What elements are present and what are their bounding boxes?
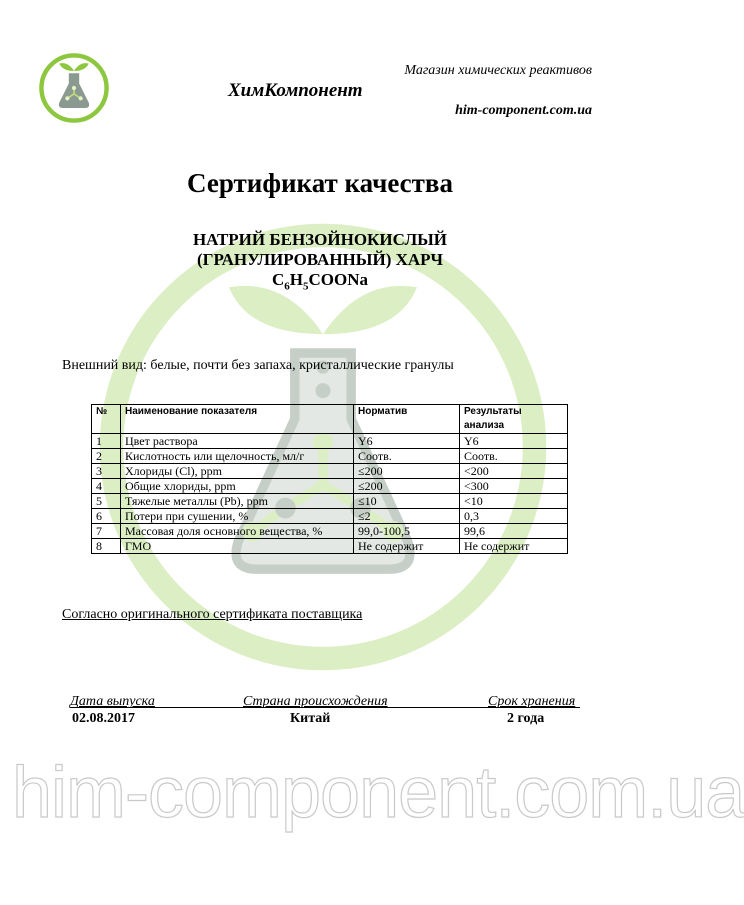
parameter-name: Потери при сушении, % (121, 509, 354, 524)
parameter-name: Тяжелые металлы (Pb), ppm (121, 494, 354, 509)
row-number: 8 (92, 539, 121, 554)
shelf-life-label: Срок хранения (488, 694, 576, 709)
table-row (92, 464, 568, 479)
table-row (92, 434, 568, 449)
watermark-text: him-component.com.ua (12, 753, 744, 833)
supplier-note: Согласно оригинального сертификата поставщика (62, 607, 363, 622)
issue-date-label: Дата выпуска (70, 694, 155, 709)
result-value: 99,6 (460, 524, 568, 539)
norm-value: 99,0-100,5 (354, 524, 460, 539)
parameter-name: Цвет раствора (121, 434, 354, 449)
country-value: Китай (290, 711, 331, 726)
norm-value: Y6 (354, 434, 460, 449)
parameter-name: Массовая доля основного вещества, % (121, 524, 354, 539)
norm-value: Соотв. (354, 449, 460, 464)
appearance-description: Внешний вид: белые, почти без запаха, кристаллические гранулы (62, 358, 454, 373)
result-value: Соотв. (460, 449, 568, 464)
header-number: № (92, 405, 121, 434)
product-line-2: (ГРАНУЛИРОВАННЫЙ) ХАРЧ (196, 250, 444, 269)
result-value: 0,3 (460, 509, 568, 524)
header-result: Результаты анализа (460, 405, 568, 434)
norm-value: ≤10 (354, 494, 460, 509)
result-value: Не содержит (460, 539, 568, 554)
row-number: 6 (92, 509, 121, 524)
result-value: ˂10 (460, 494, 568, 509)
table-row (92, 479, 568, 494)
header-norm: Норматив (354, 405, 460, 434)
document-title: Сертификат качества (187, 168, 453, 198)
result-value: ˂300 (460, 479, 568, 494)
parameter-name: Общие хлориды, ppm (121, 479, 354, 494)
site-url: him-component.com.ua (455, 103, 592, 118)
parameter-name: ГМО (121, 539, 354, 554)
product-name (0, 230, 640, 296)
table-row (92, 449, 568, 464)
table-row (92, 539, 568, 554)
norm-value: ≤200 (354, 479, 460, 494)
table-row (92, 509, 568, 524)
parameter-name: Кислотность или щелочность, мл/г (121, 449, 354, 464)
table-row (92, 524, 568, 539)
product-formula: $C_6H_5COONa$ (271, 270, 368, 293)
shelf-life-value: 2 года (507, 711, 545, 726)
issue-date-value: 02.08.2017 (72, 711, 135, 726)
table-row (92, 494, 568, 509)
table-header-row (92, 405, 568, 434)
row-number: 1 (92, 434, 121, 449)
row-number: 4 (92, 479, 121, 494)
row-number: 5 (92, 494, 121, 509)
row-number: 3 (92, 464, 121, 479)
flask-logo-icon (37, 51, 111, 125)
country-label: Страна происхождения (243, 694, 388, 709)
row-number: 2 (92, 449, 121, 464)
footer-rule (70, 707, 580, 708)
norm-value: Не содержит (354, 539, 460, 554)
parameter-name: Хлориды (Cl), ppm (121, 464, 354, 479)
norm-value: ≤2 (354, 509, 460, 524)
quality-table (91, 404, 568, 554)
header-parameter: Наименование показателя (121, 405, 354, 434)
shop-tagline: Магазин химических реактивов (404, 63, 592, 78)
brand-name: ХимКомпонент (228, 80, 363, 101)
norm-value: ≤200 (354, 464, 460, 479)
result-value: ˂200 (460, 464, 568, 479)
result-value: Y6 (460, 434, 568, 449)
product-line-1: НАТРИЙ БЕНЗОЙНОКИСЛЫЙ (192, 230, 448, 249)
row-number: 7 (92, 524, 121, 539)
